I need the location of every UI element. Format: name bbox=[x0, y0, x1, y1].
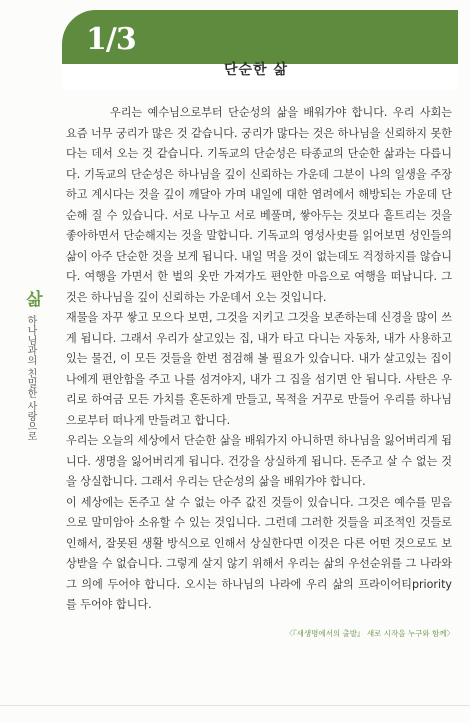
paragraph: 우리는 예수님으로부터 단순성의 삶을 배워가야 합니다. 우리 사회는 요즘 너무 궁리가 많은 것 같습니다. 궁리가 많다는 것은 하나님을 신뢰하지 못한다는 데서 오는 것 같습니다. 기독교의 단순성은 타종교의 단순한 삶과는 다릅니다. 기독교의 단순성은 하나님을 깊이 신뢰하는 가운데 그분이 나의 일생을 주장하고 계시다는 것을 깊이 깨달아 가며 내일에 대한 염려에서 해방되는 가운데 단순해 질 수 있습니다. 서로 나누고 서로 베풀며, 쌓아두는 것보다 흩트리는 것을 좋아하면서 단순해지는 것을 말합니다. 기독교의 영성사史를 읽어보면 성인들의 삶이 아주 단순한 것을 보게 됩니다. 내일 먹을 것이 없는데도 걱정하지를 않습니다. 여행을 가면서 한 벌의 옷만 가져가도 편안한 마음으로 여행을 떠납니다. 그것은 하나님을 깊이 신뢰하는 가운데서 오는 것입니다. bbox=[66, 106, 452, 304]
body-text bbox=[66, 103, 452, 616]
paragraph: 재물을 자꾸 쌓고 모으다 보면, 그것을 지키고 그것을 보존하는데 신경을 많이 쓰게 됩니다. 그래서 우리가 살고있는 집, 내가 타고 다니는 자동차, 내가 사용하고 있는 물건, 이 모든 것들을 한번 점검해 볼 필요가 있습니다. 내가 살고있는 집이 나에게 편안함을 주고 나를 섬겨야지, 내가 그 집을 섬기면 안 됩니다. 사탄은 우리로 하여금 모든 가치를 혼돈하게 만들고, 목적을 거꾸로 만들어 우리를 하나님으로부터 떠나게 만들려고 합니다. bbox=[66, 311, 452, 427]
side-series-label bbox=[20, 150, 42, 442]
source-citation: 〈『새생명에서의 출발』 새로 시작을 누구와 함께〉 bbox=[285, 629, 454, 638]
chapter-title: 단순한 삶 bbox=[224, 62, 288, 78]
paragraph: 이 세상에는 돈주고 살 수 없는 아주 값진 것들이 있습니다. 그것은 예수를 믿음으로 말미암아 소유할 수 있는 것입니다. 그런데 그러한 것들을 피조적인 것들로 인해서, 잘못된 생활 방식으로 인해서 상실한다면 이것은 다른 어떤 것으로도 보상받을 수 없습니다. 그렇게 살지 않기 위해서 우리는 삶의 우선순위를 그 나라와 그 의에 두어야 합니다. 오시는 하나님의 나라에 우리 삶의 프라이어티priority를 두어야 합니다. bbox=[66, 495, 452, 611]
footer-divider bbox=[0, 705, 470, 706]
paragraph: 우리는 오늘의 세상에서 단순한 삶을 배워가지 아니하면 하나님을 잃어버리게 됩니다. 생명을 잃어버리게 됩니다. 건강을 상실하게 됩니다. 돈주고 살 수 없는 것을 상실합니다. 그래서 우리는 단순성의 삶을 배워가야 합니다. bbox=[66, 434, 452, 488]
chapter-number: 1/3 bbox=[86, 22, 136, 57]
series-title: 하나님과의 친밀한 사랑으로 bbox=[25, 315, 36, 442]
series-logo: 삶 bbox=[22, 290, 42, 307]
